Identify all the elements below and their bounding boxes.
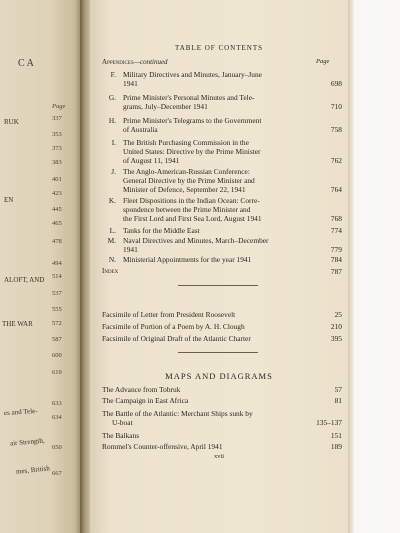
toc-page <box>90 0 348 533</box>
entry-page: 774 <box>330 226 342 235</box>
left-page-number: 619 <box>52 369 62 376</box>
section-rule <box>178 352 258 353</box>
left-page-number: 633 <box>52 400 62 407</box>
facsimile-item: Facsimile of Letter from President Roosevelt <box>102 310 236 319</box>
entry-line: the First Lord and First Sea Lord, August 1941 <box>123 214 262 223</box>
entry-text <box>123 255 319 264</box>
entry-letter: I. <box>111 138 116 147</box>
facsimile-page: 210 <box>330 322 342 331</box>
entry-line: Tanks for the Middle East <box>123 226 200 235</box>
entry-text <box>123 93 319 111</box>
entry-line: The British Purchasing Commission in the <box>123 138 249 147</box>
left-page-number: 465 <box>52 220 62 227</box>
entry-letter: F. <box>110 70 116 79</box>
map-page: 135–137 <box>316 418 342 427</box>
toc-subhead <box>102 58 168 66</box>
entry-letter: K. <box>108 196 116 205</box>
entry-text <box>123 167 319 194</box>
facsimile-page: 25 <box>334 310 342 319</box>
entry-line: Fleet Dispositions in the Indian Ocean: Corre- <box>123 196 260 205</box>
entry-line: grams, July–December 1941 <box>123 102 208 111</box>
map-item: The Balkans <box>102 431 140 440</box>
entry-page: 698 <box>330 79 342 88</box>
left-fragment: mes, British <box>15 464 51 476</box>
entry-line: 1941 <box>123 79 138 88</box>
subhead-suffix: —continued <box>133 58 168 66</box>
left-page-number: 423 <box>52 190 62 197</box>
left-page-number: 478 <box>52 238 62 245</box>
entry-page: 779 <box>330 245 342 254</box>
page-folio: xvii <box>213 453 225 460</box>
entry-page: 768 <box>330 214 342 223</box>
left-page-number: 383 <box>52 159 62 166</box>
index-label: Index <box>102 267 119 275</box>
left-fragment: THE WAR <box>2 320 33 328</box>
left-page-number: Page <box>52 103 66 110</box>
left-page-number: 667 <box>52 470 62 477</box>
entry-line: Minister of Defence, September 22, 1941 <box>123 185 246 194</box>
entry-text <box>123 138 319 165</box>
entry-text <box>123 196 319 223</box>
entry-text <box>123 226 319 235</box>
map-page: 189 <box>330 442 342 451</box>
entry-line: United States: Directive by the Prime Minister <box>123 147 261 156</box>
left-page-number: 401 <box>52 176 62 183</box>
left-page-title: CA <box>18 58 36 69</box>
map-page: 151 <box>330 431 342 440</box>
left-page-number: 650 <box>52 444 62 451</box>
page-edge <box>348 0 354 533</box>
entry-line: of Australia <box>123 125 158 134</box>
left-facing-page <box>0 0 83 533</box>
left-fragment: ALOFT, AND <box>4 276 45 284</box>
entry-letter: N. <box>108 255 116 264</box>
map-item: The Campaign in East Africa <box>102 396 189 405</box>
left-fragment: RUK <box>4 118 19 126</box>
left-page-number: 555 <box>52 306 62 313</box>
entry-line: Naval Directives and Minutes, March–December <box>123 236 269 245</box>
section-rule <box>178 285 258 286</box>
map-item: The Advance from Tobruk <box>102 385 181 394</box>
entry-line: Ministerial Appointments for the year 1941 <box>123 255 252 264</box>
entry-letter: G. <box>108 93 116 102</box>
facsimile-item: Facsimile of Portion of a Poem by A. H. Clough <box>102 322 245 331</box>
left-fragment: air Strength, <box>9 436 45 448</box>
entry-letter: J. <box>111 167 116 176</box>
left-page-number: 537 <box>52 290 62 297</box>
entry-page: 762 <box>330 156 342 165</box>
map-item-continuation: U-boat <box>112 418 133 427</box>
entry-letter: M. <box>107 236 116 245</box>
entry-line: The Anglo-American-Russian Conference: <box>123 167 250 176</box>
entry-text <box>123 70 319 88</box>
subhead-label: Appendices <box>102 58 134 66</box>
entry-line: Prime Minister's Personal Minutes and Tele- <box>123 93 255 102</box>
maps-heading: MAPS AND DIAGRAMS <box>165 371 273 381</box>
left-page-number: 373 <box>52 145 62 152</box>
toc-heading: TABLE OF CONTENTS <box>175 44 263 52</box>
left-page-number: 337 <box>52 115 62 122</box>
left-page-number: 587 <box>52 336 62 343</box>
page-column-label: Page <box>316 58 330 65</box>
left-page-number: 494 <box>52 260 62 267</box>
left-page-number: 514 <box>52 273 62 280</box>
left-fragment: es and Tele- <box>3 406 38 418</box>
entry-line: spondence between the Prime Minister and <box>123 205 251 214</box>
entry-letter: H. <box>108 116 116 125</box>
map-page: 81 <box>334 396 342 405</box>
left-page-number: 634 <box>52 414 62 421</box>
entry-letter: L. <box>109 226 116 235</box>
left-page-number: 572 <box>52 320 62 327</box>
entry-page: 784 <box>330 255 342 264</box>
entry-page: 758 <box>330 125 342 134</box>
map-item: Rommel's Counter-offensive, April 1941 <box>102 442 223 451</box>
left-page-number: 600 <box>52 352 62 359</box>
index-page: 787 <box>330 267 342 276</box>
map-page: 57 <box>334 385 342 394</box>
entry-line: General Directive by the Prime Minister and <box>123 176 255 185</box>
entry-page: 764 <box>330 185 342 194</box>
entry-line: 1941 <box>123 245 138 254</box>
facsimile-page: 395 <box>330 334 342 343</box>
entry-line: Military Directives and Minutes, January–June <box>123 70 262 79</box>
entry-page: 710 <box>330 102 342 111</box>
entry-line: Prime Minister's Telegrams to the Government <box>123 116 262 125</box>
left-page-number: 353 <box>52 131 62 138</box>
entry-text <box>123 236 319 254</box>
entry-line: of August 11, 1941 <box>123 156 180 165</box>
left-page-number: 445 <box>52 206 62 213</box>
entry-text <box>123 116 319 134</box>
left-fragment: EN <box>4 196 14 204</box>
map-item: The Battle of the Atlantic: Merchant Ships sunk by <box>102 409 253 418</box>
facsimile-item: Facsimile of Original Draft of the Atlantic Charter <box>102 334 251 343</box>
